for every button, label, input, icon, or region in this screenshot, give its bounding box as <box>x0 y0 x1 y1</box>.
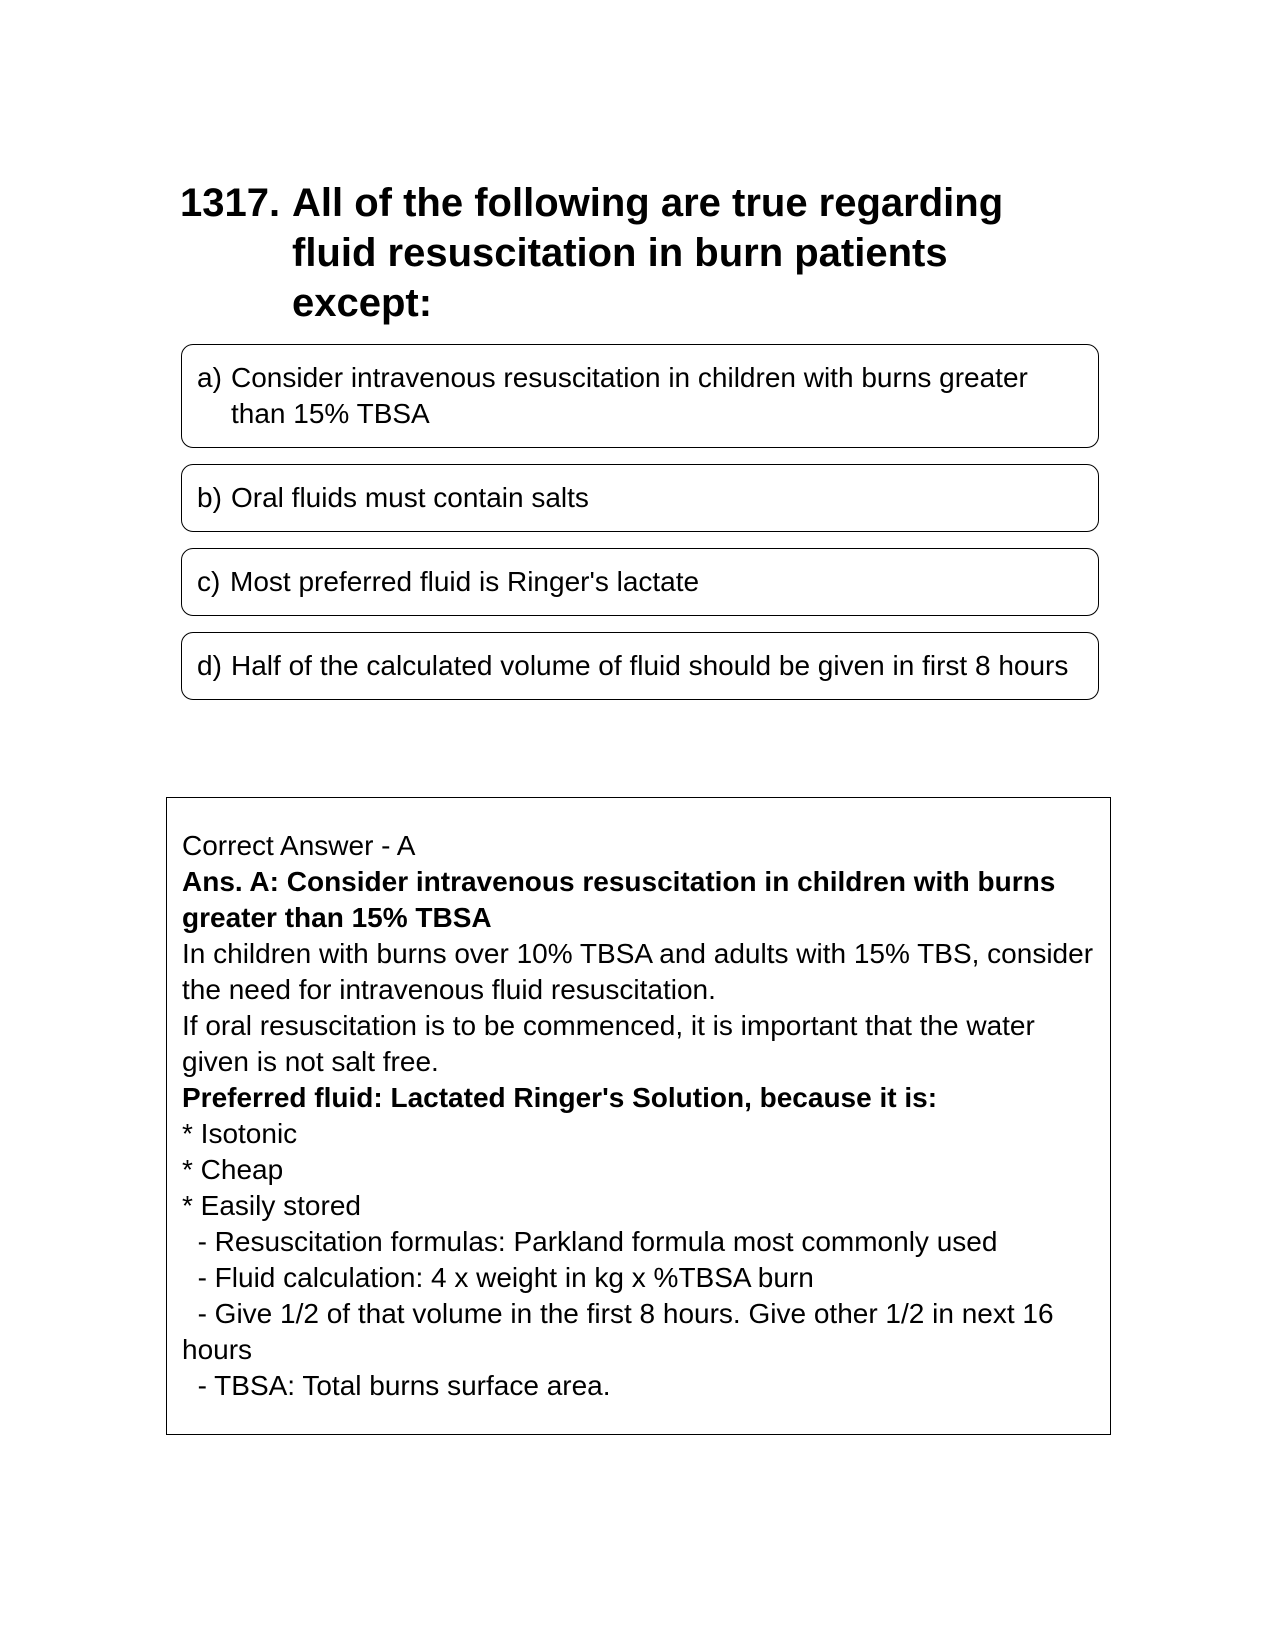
option-a[interactable] <box>181 344 1099 448</box>
explanation-paragraph: In children with burns over 10% TBSA and adults with 15% TBS, consider the need for intravenous fluid resuscitation. <box>182 938 1101 1005</box>
note-item: - Resuscitation formulas: Parkland formula most commonly used <box>182 1226 998 1257</box>
bullet-item: * Easily stored <box>182 1190 361 1221</box>
correct-answer: Correct Answer - A <box>182 830 416 861</box>
note-item: - Give 1/2 of that volume in the first 8 hours. Give other 1/2 in next 16 hours <box>182 1298 1062 1365</box>
bullet-item: * Cheap <box>182 1154 284 1185</box>
bullet-item: * Isotonic <box>182 1118 298 1149</box>
option-letter: c) <box>197 566 221 597</box>
note-item: - TBSA: Total burns surface area. <box>182 1370 611 1401</box>
option-letter: d) <box>197 650 222 681</box>
note-item: - Fluid calculation: 4 x weight in kg x %TBSA burn <box>182 1262 814 1293</box>
question-text: All of the following are true regarding fluid resuscitation in burn patients except: <box>292 181 1004 325</box>
option-letter: b) <box>197 482 222 513</box>
question <box>180 178 1080 328</box>
answer-heading: Ans. A: Consider intravenous resuscitation in children with burns greater than 15% TBSA <box>182 866 1064 933</box>
option-text: Most preferred fluid is Ringer's lactate <box>230 566 700 597</box>
option-text: Consider intravenous resuscitation in children with burns greater than 15% TBSA <box>231 362 1028 429</box>
option-d[interactable] <box>181 632 1099 700</box>
explanation-paragraph: If oral resuscitation is to be commenced, it is important that the water given is not salt free. <box>182 1010 1043 1077</box>
option-text: Oral fluids must contain salts <box>231 482 589 513</box>
preferred-fluid-heading: Preferred fluid: Lactated Ringer's Solution, because it is: <box>182 1082 938 1113</box>
option-letter: a) <box>197 362 222 393</box>
question-number: 1317. <box>180 181 281 225</box>
answer-explanation <box>166 797 1111 1435</box>
option-text: Half of the calculated volume of fluid should be given in first 8 hours <box>231 650 1069 681</box>
option-c[interactable] <box>181 548 1099 616</box>
option-b[interactable] <box>181 464 1099 532</box>
